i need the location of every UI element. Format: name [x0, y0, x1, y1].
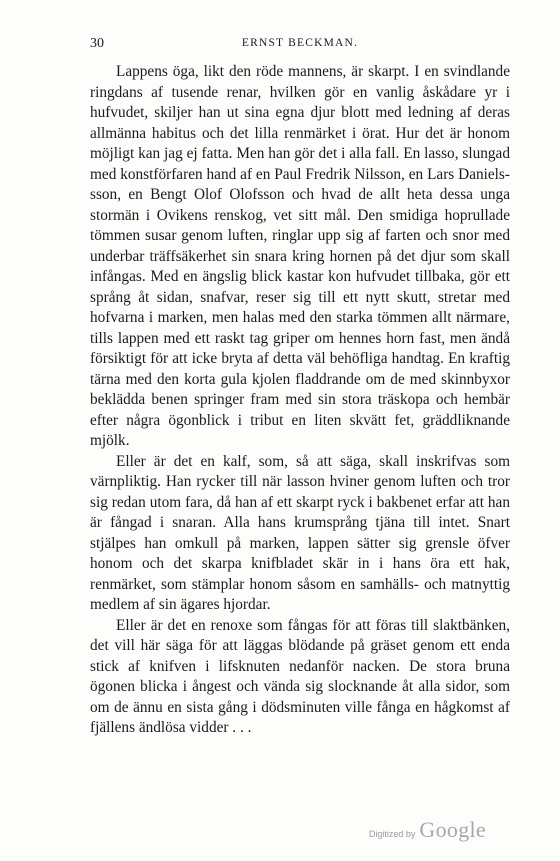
digitized-by-label: Digitized by	[368, 829, 416, 839]
page-number: 30	[90, 36, 104, 51]
paragraph: Eller är det en renoxe som fångas för att föras till slaktbänken, det vill här säga för att läggas blödande på gräset genom ett enda stick af knifven i lifsknuten nedanför nacken. De stora bruna ögonen blicka i ångest och vända sig slocknande åt alla sidor, som om de ännu en sista gång i dödsminuten ville fånga en hågkomst af fjällens ändlösa vidder . . .	[90, 616, 510, 736]
paragraph: Lappens öga, likt den röde mannens, är skarpt. I en svindlande ringdans af tusende renar, hvilken gör en vanlig åskådare yr i hufvudet, skiljer han ut sina egna djur blott med ledning af deras allmänna habitus och det lilla renmärket i örat. Hur det är honom möjligt kan jag ej fatta. Men han gör det i alla fall. En lasso, slungad med konstförfaren hand af en Paul Fredrik Nilsson, en Lars Danielssson, en Bengt Olof Olofsson och hvad de allt heta dessa unga stormän i Ovikens renskog, vet sitt mål. Den smidiga hoprullade tömmen susar genom luften, ringlar upp sig af farten och snor med underbar träffsäkerhet sin snara kring hornen på det djur som skall infångas. Med en ängslig blick kastar kon hufvudet tillbaka, gör ett språng åt sidan, snafvar, reser sig till ett nytt skutt, stretar med hofvarna i marken, men halas med den starka tömmen allt närmare, tills lappen med ett raskt tag griper om hennes horn fast, men ändå försiktigt för att icke bryta af detta väl behöfliga handtag. En kraftig tärna med den korta gula kjolen fladdrande om de med skinnbyxor beklädda benen springer fram med sin stora träskopa och hembär efter några ögonblick i tribut en liten skvätt fet, gräddliknande mjölk.	[90, 63, 510, 449]
body-text	[90, 62, 510, 739]
google-logo: Google	[419, 817, 486, 842]
digitized-watermark	[369, 817, 486, 843]
running-title: ERNST BECKMAN.	[241, 37, 359, 49]
paragraph: Eller är det en kalf, som, så att säga, skall inskrifvas som värnpliktig. Han rycker till när lasson hviner genom luften och tror sig redan utom fara, då han af ett skarpt ryck i bakbenet erfar att han är fångad i snaran. Alla hans krumsprång tjäna till intet. Snart stjälpes han omkull på marken, lappen sätter sig grensle öfver honom och det skarpa knifbladet skär in i hans öra ett hak, renmärket, som stämplar honom såsom en samhälls- och matnyttig medlem af sin ägares hjordar.	[90, 452, 510, 613]
page-header	[90, 36, 510, 54]
